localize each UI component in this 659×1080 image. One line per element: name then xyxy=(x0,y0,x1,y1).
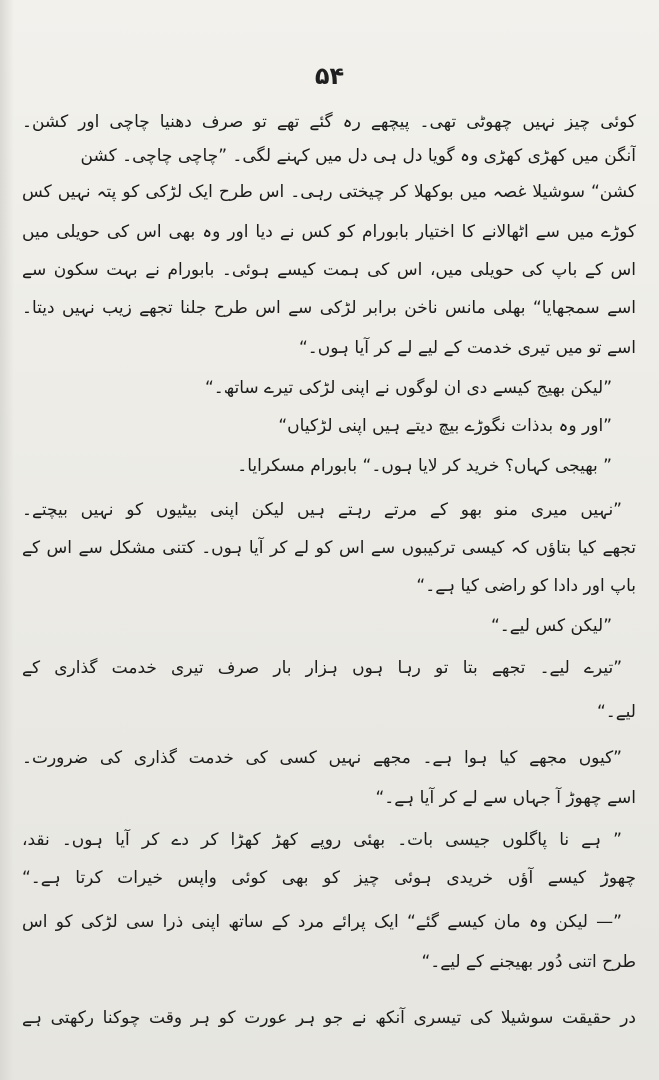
page-gutter-shadow xyxy=(0,0,14,1080)
text-line: چھوڑ کیسے آؤں خریدی ہوئی چیز کو بھی کوئی واپس خیرات کرتا ہے۔“ xyxy=(22,868,636,888)
text-line: ” ہے نا پاگلوں جیسی بات۔ بھئی روپے کھڑ کھڑا کر دے کر آیا ہوں۔ نقد، xyxy=(22,830,622,850)
text-line: ” بھیجی کہاں؟ خرید کر لایا ہوں۔“ بابورام مسکرایا۔ xyxy=(237,456,612,476)
text-line: اس کے باپ کی حویلی میں، اس کی ہمت کیسے ہوئی۔ بابورام نے بہت سکون سے xyxy=(22,260,636,280)
text-line: طرح اتنی دُور بھیجنے کے لیے۔“ xyxy=(421,952,636,972)
text-line: ”اور وہ بدذات نگوڑے بیچ دیتے ہیں اپنی لڑکیاں“ xyxy=(278,416,612,436)
text-line: کشن“ سوشیلا غصہ میں بوکھلا کر چیختی رہی۔ اس طرح ایک لڑکی کو پتہ نہیں کس xyxy=(22,182,636,202)
text-line: ”تیرے لیے۔ تجھے بتا تو رہا ہوں ہزار بار صرف تیری خدمت گذاری کے xyxy=(22,658,622,678)
text-line: اسے تو میں تیری خدمت کے لیے لے کر آیا ہوں۔“ xyxy=(298,338,636,358)
text-line: کوئی چیز نہیں چھوٹی تھی۔ پیچھے رہ گئے تھے تو صرف دھنیا چاچی اور کشن۔ xyxy=(22,112,636,132)
text-line: در حقیقت سوشیلا کی تیسری آنکھ نے جو ہر عورت کو ہر وقت چوکنا رکھتی ہے xyxy=(22,1008,636,1028)
text-line: اسے چھوڑ آ جہاں سے لے کر آیا ہے۔“ xyxy=(375,788,636,808)
text-line: ”کیوں مجھے کیا ہوا ہے۔ مجھے نہیں کسی کی خدمت گذاری کی ضرورت۔ xyxy=(22,748,622,768)
text-line: کوڑے میں سے اٹھالانے کا اختیار بابورام کو کس نے دیا اور وہ بھی اس کی حویلی میں xyxy=(22,222,636,242)
page-number: ۵۴ xyxy=(314,62,345,90)
text-line: آنگن میں کھڑی کھڑی وہ گویا دل ہی دل میں کہنے لگی۔ ”چاچی چاچی۔ کشن xyxy=(80,146,636,166)
text-line: اسے سمجھایا“ بھلی مانس ناخن برابر لڑکی سے اس طرح جلنا تجھے زیب نہیں دیتا۔ xyxy=(22,298,636,318)
text-line: ”لیکن کس لیے۔“ xyxy=(490,616,612,636)
text-line: لیے۔“ xyxy=(596,702,636,722)
urdu-text-block xyxy=(22,104,636,1064)
text-line: باپ اور دادا کو راضی کیا ہے۔“ xyxy=(416,576,636,596)
text-line: تجھے کیا بتاؤں کہ کیسی ترکیبوں سے اس کو لے کر آیا ہوں۔ کتنی مشکل سے اس کے xyxy=(22,538,636,558)
text-line: ”نہیں میری منو بھو کے مرتے رہتے ہیں لیکن اپنی بیٹیوں کو نہیں بیچتے۔ xyxy=(22,500,622,520)
text-line: ”لیکن بھیج کیسے دی ان لوگوں نے اپنی لڑکی تیرے ساتھ۔“ xyxy=(204,378,612,398)
text-line: ”— لیکن وہ مان کیسے گئے“ ایک پرائے مرد کے ساتھ اپنی ذرا سی لڑکی کو اس xyxy=(22,912,622,932)
